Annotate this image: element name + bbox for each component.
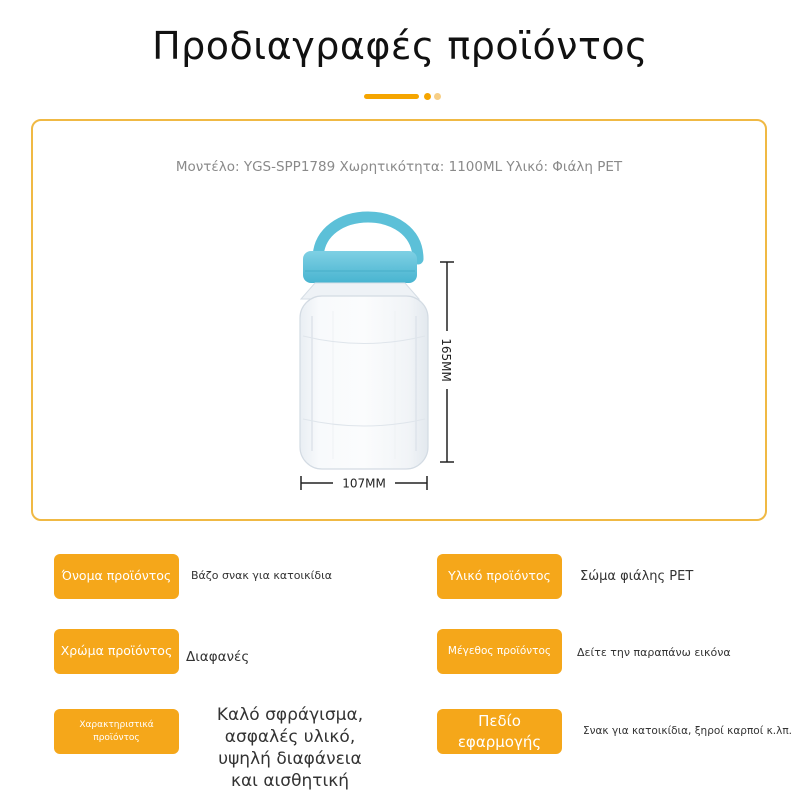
lid [303,251,417,283]
product-name-value: Βάζο σνακ για κατοικίδια [191,569,333,582]
product-features-value: Καλό σφράγισμα, ασφαλές υλικό, υψηλή διαφάνεια και αισθητική [216,705,364,792]
height-dimension-label: 165MM [439,338,453,382]
product-color-value: Διαφανές [186,649,250,665]
application-scope-value: Σνακ για κατοικίδια, ξηροί καρποί κ.λπ. [583,725,792,737]
decoration-dot [424,93,431,100]
width-dimension-label: 107MM [342,476,386,491]
spec-summary: Μοντέλο: YGS-SPP1789 Χωρητικότητα: 1100ML Υλικό: Φιάλη PET [175,159,623,175]
jar-body [300,296,428,469]
application-scope-label: Πεδίο εφαρμογής [437,709,562,754]
page-title: Προδιαγραφές προϊόντος [152,24,648,68]
product-image-panel [31,119,767,521]
product-color-label: Χρώμα προϊόντος [54,629,179,674]
decoration-dot [434,93,441,100]
jar-illustration [33,121,765,519]
product-material-value: Σώμα φιάλης PET [580,569,694,584]
product-features-label: Χαρακτηριστικά προϊόντος [54,709,179,754]
product-size-value: Δείτε την παραπάνω εικόνα [577,646,731,659]
product-size-label: Μέγεθος προϊόντος [437,629,562,674]
product-material-label: Υλικό προϊόντος [437,554,562,599]
decoration-bar [364,94,419,99]
title-decoration [364,92,444,102]
product-name-label: Όνομα προϊόντος [54,554,179,599]
